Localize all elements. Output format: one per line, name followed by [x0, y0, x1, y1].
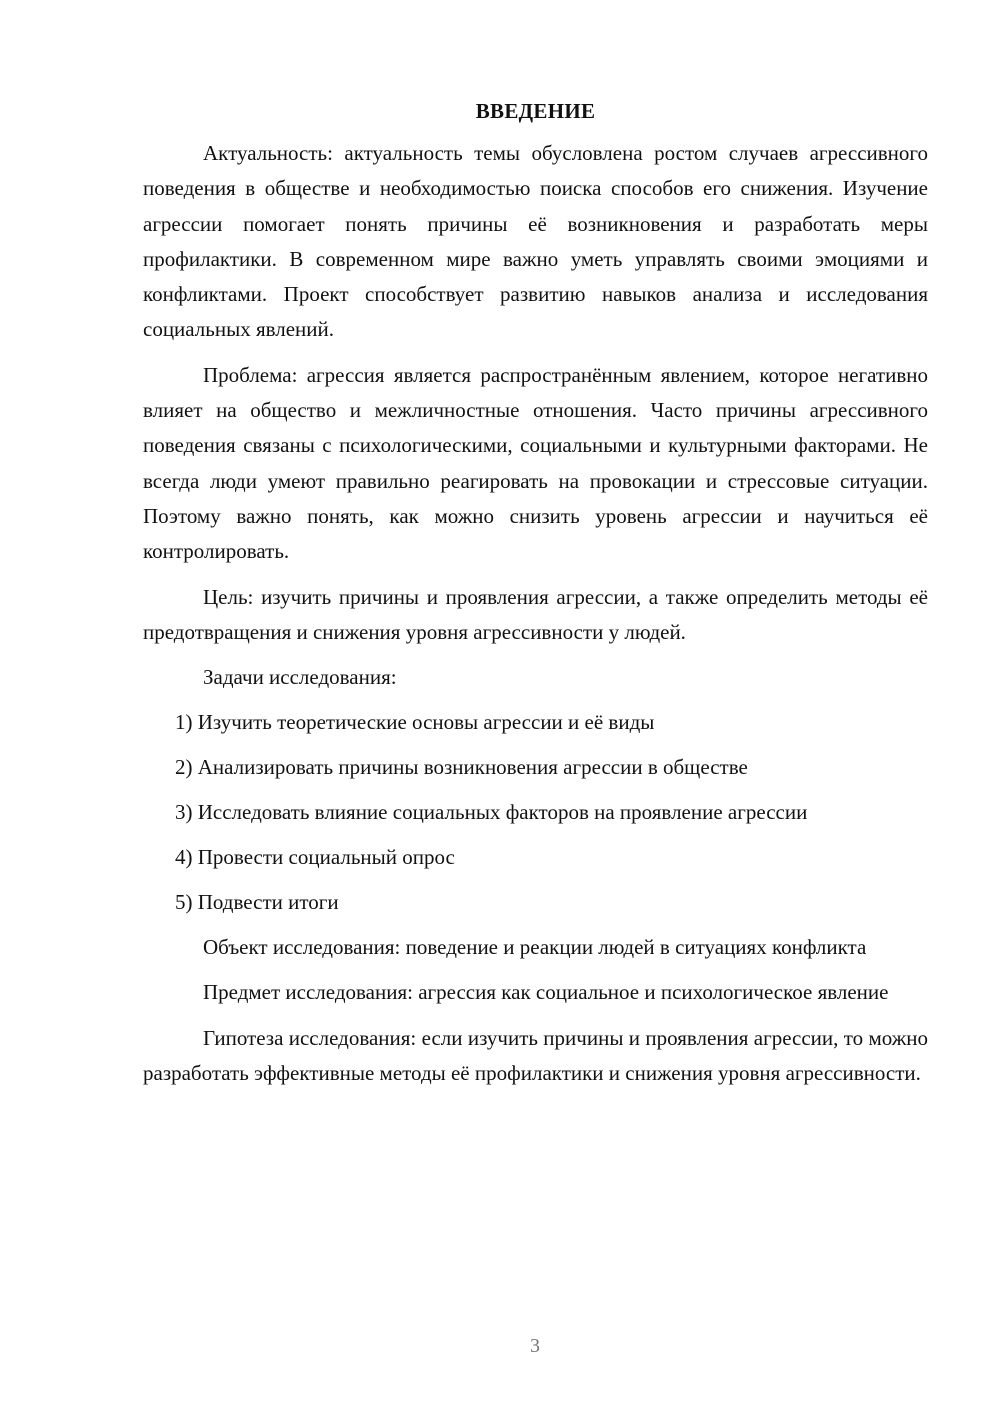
problem-paragraph: Проблема: агрессия является распространённым явлением, которое негативно влияет на общество и межличностные отношения. Часто причины агрессивного поведения связаны с психологическими, социальными и культурными факторами. Не всегда люди умеют правильно реагировать на провокации и стрессовые ситуации. Поэтому важно понять, как можно снизить уровень агрессии и научиться её контролировать.: [143, 362, 928, 564]
task-item-1: 1) Изучить теоретические основы агрессии и её виды: [175, 710, 655, 735]
relevance-paragraph: Актуальность: актуальность темы обусловлена ростом случаев агрессивного поведения в обществе и необходимостью поиска способов его снижения. Изучение агрессии помогает понять причины её возникновения и разработать меры профилактики. В современном мире важно уметь управлять своими эмоциями и конфликтами. Проект способствует развитию навыков анализа и исследования социальных явлений.: [143, 141, 928, 342]
object-paragraph: Объект исследования: поведение и реакции людей в ситуациях конфликта: [203, 935, 867, 960]
task-item-3: 3) Исследовать влияние социальных факторов на проявление агрессии: [175, 800, 808, 825]
task-item-5: 5) Подвести итоги: [175, 890, 339, 915]
page-number: 3: [530, 1335, 540, 1357]
goal-paragraph: Цель: изучить причины и проявления агрессии, а также определить методы её предотвращения и снижения уровня агрессивности у людей.: [143, 584, 928, 644]
tasks-heading: Задачи исследования:: [203, 665, 397, 690]
page-title: ВВЕДЕНИЕ: [475, 99, 596, 123]
document-page: [143, 96, 928, 1101]
task-item-2: 2) Анализировать причины возникновения агрессии в обществе: [175, 755, 748, 780]
tasks-list: [143, 705, 928, 920]
task-item-4: 4) Провести социальный опрос: [175, 845, 455, 870]
hypothesis-paragraph: Гипотеза исследования: если изучить причины и проявления агрессии, то можно разработать эффективные методы её профилактики и снижения уровня агрессивности.: [143, 1025, 928, 1086]
subject-paragraph: Предмет исследования: агрессия как социальное и психологическое явление: [203, 980, 889, 1005]
